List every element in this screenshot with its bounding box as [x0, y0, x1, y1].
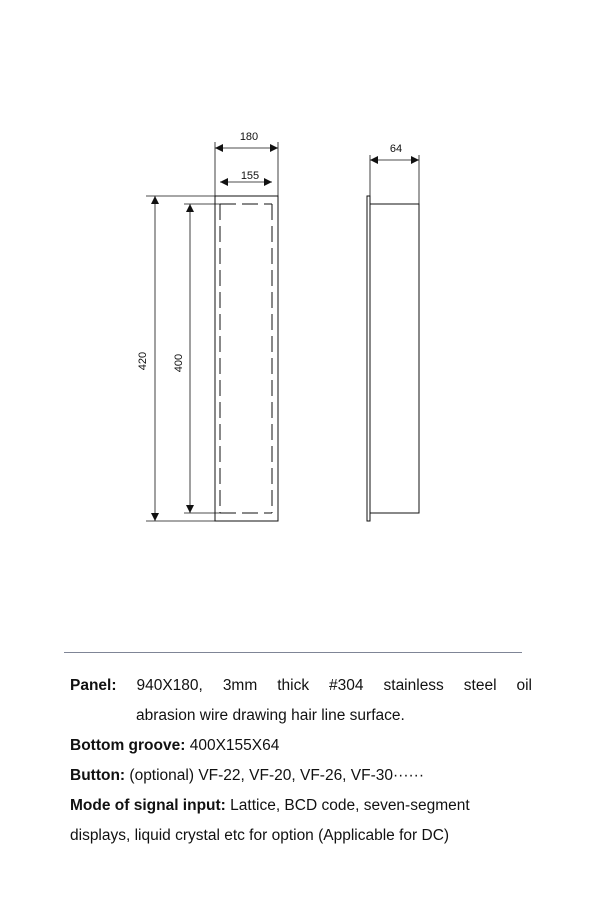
front-panel-outline: [215, 196, 278, 521]
spec-panel-line-1: [70, 671, 532, 701]
dim-depth: [370, 155, 419, 204]
spec-groove-label: Bottom groove:: [70, 737, 186, 754]
spec-button-line: [70, 761, 540, 791]
spec-signal-text-2: displays, liquid crystal etc for option (Applicable for DC): [70, 827, 450, 844]
spec-panel-label: Panel:: [70, 677, 117, 694]
spec-list: [70, 671, 540, 851]
dim-label-inner-width: 155: [240, 170, 260, 182]
spec-signal-text-1: Lattice, BCD code, seven-segment: [230, 797, 470, 814]
dim-label-overall-width: 180: [239, 131, 259, 143]
spec-signal-line-2: [70, 821, 540, 851]
side-groove-box: [370, 204, 419, 513]
spec-groove-text: 400X155X64: [189, 737, 280, 754]
spec-button-text: (optional) VF-22, VF-20, VF-26, VF-30······: [129, 767, 424, 784]
front-view: [215, 196, 278, 521]
spec-button-label: Button:: [70, 767, 126, 784]
side-view: [367, 196, 419, 521]
spec-groove-line: [70, 731, 540, 761]
spec-panel-text-1: 940X180, 3mm thick #304 stainless steel oil: [136, 677, 532, 694]
inner-groove-dashed: [220, 204, 272, 513]
dim-label-overall-height: 420: [137, 351, 149, 371]
spec-signal-label: Mode of signal input:: [70, 797, 226, 814]
dim-label-depth: 64: [389, 143, 403, 155]
dim-overall-width: [215, 142, 278, 196]
spec-panel-line-2: [70, 701, 540, 731]
dim-label-inner-height: 400: [173, 353, 185, 373]
divider-line: [64, 652, 522, 653]
spec-signal-line-1: [70, 791, 540, 821]
spec-panel-text-2: abrasion wire drawing hair line surface.: [136, 707, 405, 724]
